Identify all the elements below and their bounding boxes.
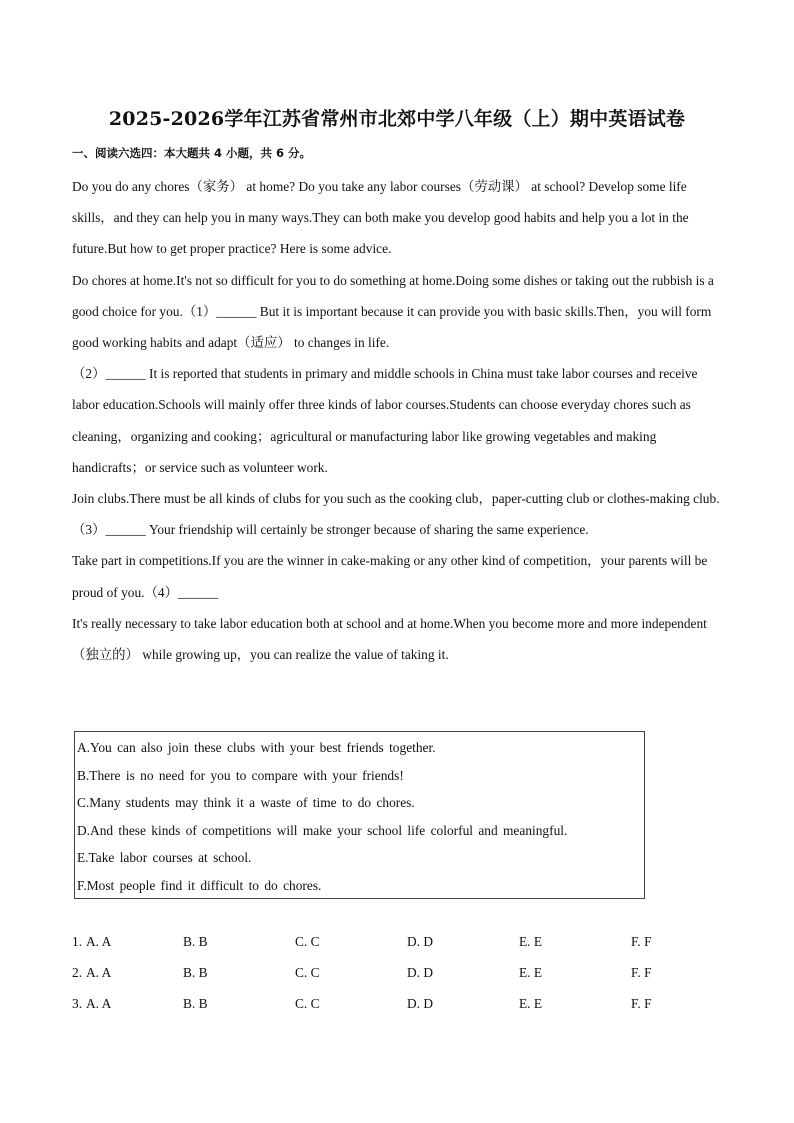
passage-paragraph: （2）______ It is reported that students in primary and middle schools in China must take labor courses and receive labor education.Schools will mainly offer three kinds of labor courses.Students can choose everyday chores such as cleaning，organizing and cooking；agricultural or manufacturing labor like growing vegetables and making handicrafts；or service such as volunteer work. <box>72 366 698 475</box>
choice-f[interactable]: F. F <box>631 934 652 949</box>
choice-a[interactable]: A. A <box>86 934 112 949</box>
choice-e[interactable]: E. E <box>519 934 543 949</box>
passage-paragraph: It's really necessary to take labor education both at school and at home.When you become more and more independent（独立的） while growing up，you can realize the value of taking it. <box>72 615 707 663</box>
choice-b[interactable]: B. B <box>183 934 208 949</box>
question-number: 1. <box>72 934 83 949</box>
question-row <box>72 996 712 1027</box>
choice-b[interactable]: B. B <box>183 965 208 980</box>
choice-a[interactable]: A. A <box>86 965 112 980</box>
choice-b[interactable]: B. B <box>183 996 208 1011</box>
choice-f[interactable]: F. F <box>631 965 652 980</box>
question-number: 3. <box>72 996 83 1011</box>
question-row <box>72 934 712 965</box>
choice-a[interactable]: A. A <box>86 996 112 1011</box>
passage-paragraph: Take part in competitions.If you are the winner in cake-making or any other kind of competition，your parents will be proud of you.（4）______ <box>72 553 708 600</box>
option-e: E.Take labor courses at school. <box>77 850 252 866</box>
question-number: 2. <box>72 965 83 980</box>
passage-paragraph: Do you do any chores（家务） at home? Do you take any labor courses（劳动课） at school? Develop some life skills，and they can help you in many ways.They can both make you develop good habits and help you a lot in the future.But how to get proper practice? Here is some advice. <box>72 179 689 257</box>
choice-c[interactable]: C. C <box>295 934 320 949</box>
passage-paragraph: Do chores at home.It's not so difficult for you to do something at home.Doing some dishes or taking out the rubbish is a good choice for you.（1）______ But it is important because it can provide you with basic skills.Then，you will form good working habits and adapt（适应） to changes in life. <box>72 272 714 351</box>
option-a: A.You can also join these clubs with your best friends together. <box>77 740 436 755</box>
choice-e[interactable]: E. E <box>519 996 543 1011</box>
option-d: D.And these kinds of competitions will make your school life colorful and meaningful. <box>77 822 568 838</box>
choice-e[interactable]: E. E <box>519 965 543 980</box>
choice-c[interactable]: C. C <box>295 996 320 1011</box>
choice-c[interactable]: C. C <box>295 965 320 980</box>
choice-f[interactable]: F. F <box>631 996 652 1011</box>
page-title: 2025-2026学年江苏省常州市北郊中学八年级（上）期中英语试卷 <box>108 108 686 130</box>
passage-paragraph: Join clubs.There must be all kinds of clubs for you such as the cooking club，paper-cutting club or clothes-making club.（3）______ Your friendship will certainly be stronger because of sharing the same experience. <box>72 491 720 538</box>
options-box <box>74 731 645 899</box>
choice-d[interactable]: D. D <box>407 965 434 980</box>
option-f: F.Most people find it difficult to do chores. <box>77 877 322 893</box>
choice-d[interactable]: D. D <box>407 996 434 1011</box>
option-b: B.There is no need for you to compare with your friends! <box>77 767 404 783</box>
answer-choices <box>72 934 712 1027</box>
choice-d[interactable]: D. D <box>407 934 434 949</box>
section-heading: 一、阅读六选四：本大题共 4 小题，共 6 分。 <box>72 146 312 160</box>
option-c: C.Many students may think it a waste of time to do chores. <box>77 795 415 811</box>
question-row <box>72 965 712 996</box>
reading-passage <box>72 171 724 670</box>
